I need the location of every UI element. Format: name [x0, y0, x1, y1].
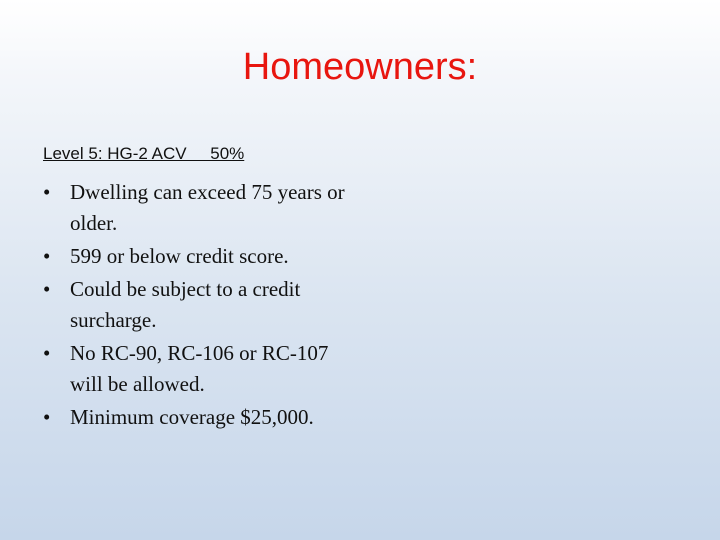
bullet-icon: •: [43, 405, 51, 429]
bullet-icon: •: [43, 244, 51, 268]
list-item: [43, 274, 363, 336]
bullet-list: [43, 177, 363, 435]
level-subheading: Level 5: HG-2 ACV 50%: [43, 144, 245, 163]
list-item: [43, 241, 363, 272]
bullet-text: Minimum coverage $25,000.: [70, 405, 314, 429]
bullet-text: Could be subject to a credit surcharge.: [70, 277, 301, 332]
bullet-icon: •: [43, 180, 51, 204]
slide-title: Homeowners:: [242, 46, 478, 88]
bullet-text: Dwelling can exceed 75 years or older.: [70, 180, 345, 235]
bullet-icon: •: [43, 341, 51, 365]
bullet-text: No RC-90, RC-106 or RC-107 will be allowed.: [70, 341, 329, 396]
bullet-icon: •: [43, 277, 51, 301]
list-item: [43, 177, 363, 239]
list-item: [43, 338, 363, 400]
bullet-text: 599 or below credit score.: [70, 244, 289, 268]
list-item: [43, 402, 363, 433]
